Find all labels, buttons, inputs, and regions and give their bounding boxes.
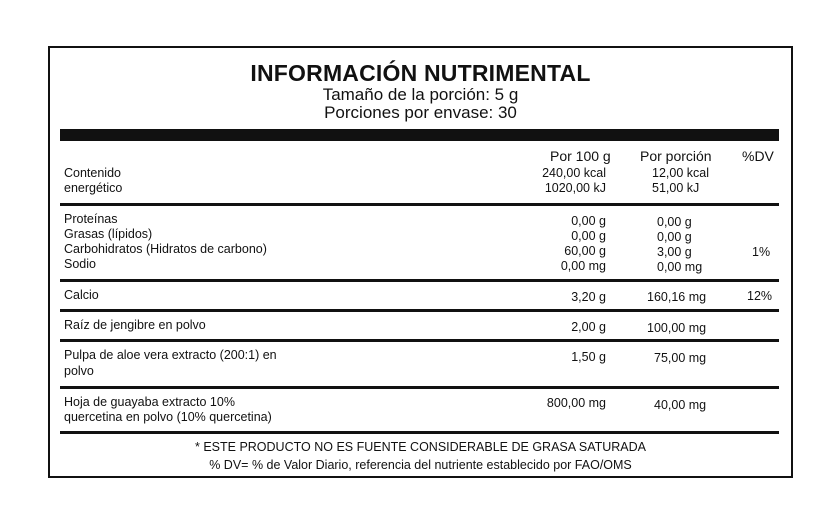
- macro-serving: 0,00 g: [657, 230, 692, 244]
- guayaba-serving: 40,00 mg: [654, 398, 707, 412]
- energy-label-line2: energético: [64, 181, 123, 195]
- macro-dv: 1%: [752, 245, 771, 259]
- nutrition-label: [48, 46, 793, 478]
- jengibre-serving: 100,00 mg: [647, 321, 707, 335]
- energy-per100-kcal: 240,00 kcal: [542, 166, 606, 180]
- calcio-per100: 3,20 g: [571, 290, 606, 304]
- macro-serving: 0,00 mg: [657, 260, 703, 274]
- macro-name: Carbohidratos (Hidratos de carbono): [64, 242, 267, 256]
- guayaba-name-line2: quercetina en polvo (10% quercetina): [64, 410, 272, 424]
- jengibre-name: Raíz de jengibre en polvo: [64, 318, 206, 332]
- macro-name: Sodio: [64, 257, 96, 271]
- row-divider: [60, 309, 779, 312]
- calcio-dv: 12%: [747, 289, 773, 303]
- row-divider: [60, 203, 779, 206]
- row-divider: [60, 339, 779, 342]
- macro-name: Proteínas: [64, 212, 118, 226]
- guayaba-name-line1: Hoja de guayaba extracto 10%: [64, 395, 235, 409]
- servings-per-container: Porciones por envase: 30: [324, 103, 517, 122]
- header-divider: [60, 129, 779, 141]
- energy-serving-kj: 51,00 kJ: [652, 181, 700, 195]
- energy-per100-kj: 1020,00 kJ: [544, 181, 606, 195]
- header-per-serving: Por porción: [640, 148, 712, 164]
- calcio-name: Calcio: [64, 288, 99, 302]
- macro-per100: 60,00 g: [564, 244, 606, 258]
- fat-footnote: * ESTE PRODUCTO NO ES FUENTE CONSIDERABLE DE GRASA SATURADA: [194, 440, 646, 454]
- serving-size: Tamaño de la porción: 5 g: [322, 85, 519, 104]
- calcio-serving: 160,16 mg: [647, 290, 707, 304]
- guayaba-per100: 800,00 mg: [546, 396, 606, 410]
- aloe-name-line1: Pulpa de aloe vera extracto (200:1) en: [64, 348, 277, 362]
- header-dv: %DV: [742, 148, 774, 164]
- energy-serving-kcal: 12,00 kcal: [652, 166, 709, 180]
- aloe-serving: 75,00 mg: [654, 351, 707, 365]
- aloe-name-line2: polvo: [64, 364, 94, 378]
- header-per-100g: Por 100 g: [550, 148, 611, 164]
- macro-per100: 0,00 mg: [560, 259, 606, 273]
- jengibre-per100: 2,00 g: [571, 320, 606, 334]
- macro-per100: 0,00 g: [571, 214, 606, 228]
- row-divider: [60, 431, 779, 434]
- macro-name: Grasas (lípidos): [64, 227, 153, 241]
- label-title: INFORMACIÓN NUTRIMENTAL: [250, 60, 591, 86]
- row-divider: [60, 386, 779, 389]
- energy-label-line1: Contenido: [64, 166, 121, 180]
- macro-serving: 0,00 g: [657, 215, 692, 229]
- row-divider: [60, 279, 779, 282]
- macro-per100: 0,00 g: [571, 229, 606, 243]
- aloe-per100: 1,50 g: [571, 350, 606, 364]
- macro-serving: 3,00 g: [657, 245, 692, 259]
- dv-footnote: % DV= % de Valor Diario, referencia del nutriente establecido por FAO/OMS: [209, 458, 632, 472]
